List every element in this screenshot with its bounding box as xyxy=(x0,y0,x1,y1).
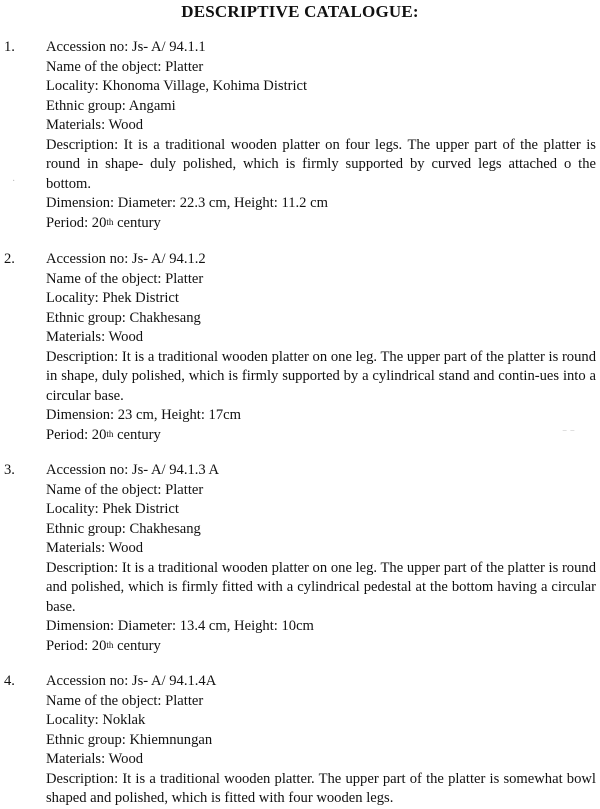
period-ordinal: th xyxy=(106,428,114,439)
ethnic-group: Ethnic group: Chakhesang xyxy=(46,520,201,537)
description: Description: It is a traditional wooden platter on four legs. The upper part of the platter is round in shape- duly polished, which is firmly supported by curved legs attached o the bottom. xyxy=(46,136,596,192)
accession-number: Accession no: Js- A/ 94.1.3 A xyxy=(46,462,220,478)
accession-number: Accession no: Js- A/ 94.1.4A xyxy=(46,673,217,689)
object-name: Name of the object: Platter xyxy=(46,692,204,709)
description: Description: It is a traditional wooden platter. The upper part of the platter is somewhat bowl shaped and polished, which is fitted with four wooden legs. xyxy=(46,770,596,806)
materials: Materials: Wood xyxy=(46,751,144,767)
period-ordinal: th xyxy=(106,216,114,227)
accession-number: Accession no: Js- A/ 94.1.2 xyxy=(46,251,206,267)
materials: Materials: Wood xyxy=(46,540,144,556)
scan-speck: · xyxy=(12,176,16,187)
entry-number: 2. xyxy=(4,251,15,267)
entry-number: 1. xyxy=(4,39,15,55)
locality: Locality: Khonoma Village, Kohima District xyxy=(46,78,308,94)
entry-number: 3. xyxy=(4,462,15,478)
period-prefix: Period: 20 xyxy=(46,426,107,443)
object-name: Name of the object: Platter xyxy=(46,481,204,498)
period xyxy=(46,637,596,657)
entry-body xyxy=(46,38,596,233)
ethnic-group: Ethnic group: Angami xyxy=(46,97,176,114)
ethnic-group: Ethnic group: Khiemnungan xyxy=(46,731,213,748)
dimension: Dimension: Diameter: 13.4 cm, Height: 10cm xyxy=(46,618,314,634)
description: Description: It is a traditional wooden platter on one leg. The upper part of the platter is round in shape, duly polished, which is firmly supported by a cylindrical stand and contin-ues into a circular base. xyxy=(46,348,596,404)
locality: Locality: Noklak xyxy=(46,712,146,728)
materials: Materials: Wood xyxy=(46,117,144,133)
description: Description: It is a traditional wooden platter on one leg. The upper part of the platter is round and polished, which is firmly fitted with a cylindrical pedestal at the bottom having a circular base. xyxy=(46,559,596,615)
accession-number: Accession no: Js- A/ 94.1.1 xyxy=(46,39,206,55)
ethnic-group: Ethnic group: Chakhesang xyxy=(46,309,201,326)
period-suffix: century xyxy=(113,214,161,231)
period xyxy=(46,426,596,446)
scan-speck: ⁻ ⁻ xyxy=(562,428,576,439)
period xyxy=(46,214,596,234)
period-suffix: century xyxy=(113,637,161,654)
object-name: Name of the object: Platter xyxy=(46,270,204,287)
page-title: DESCRIPTIVE CATALOGUE: xyxy=(181,2,419,21)
dimension: Dimension: Diameter: 22.3 cm, Height: 11.2 cm xyxy=(46,195,328,211)
period-prefix: Period: 20 xyxy=(46,637,107,654)
dimension: Dimension: 23 cm, Height: 17cm xyxy=(46,407,241,423)
locality: Locality: Phek District xyxy=(46,290,179,306)
object-name: Name of the object: Platter xyxy=(46,58,204,75)
locality: Locality: Phek District xyxy=(46,501,179,517)
entry-body xyxy=(46,672,596,809)
materials: Materials: Wood xyxy=(46,329,144,345)
entry-body xyxy=(46,250,596,445)
period-prefix: Period: 20 xyxy=(46,214,107,231)
entry-body xyxy=(46,461,596,656)
period-ordinal: th xyxy=(106,639,114,650)
period-suffix: century xyxy=(113,426,161,443)
entry-number: 4. xyxy=(4,673,15,689)
